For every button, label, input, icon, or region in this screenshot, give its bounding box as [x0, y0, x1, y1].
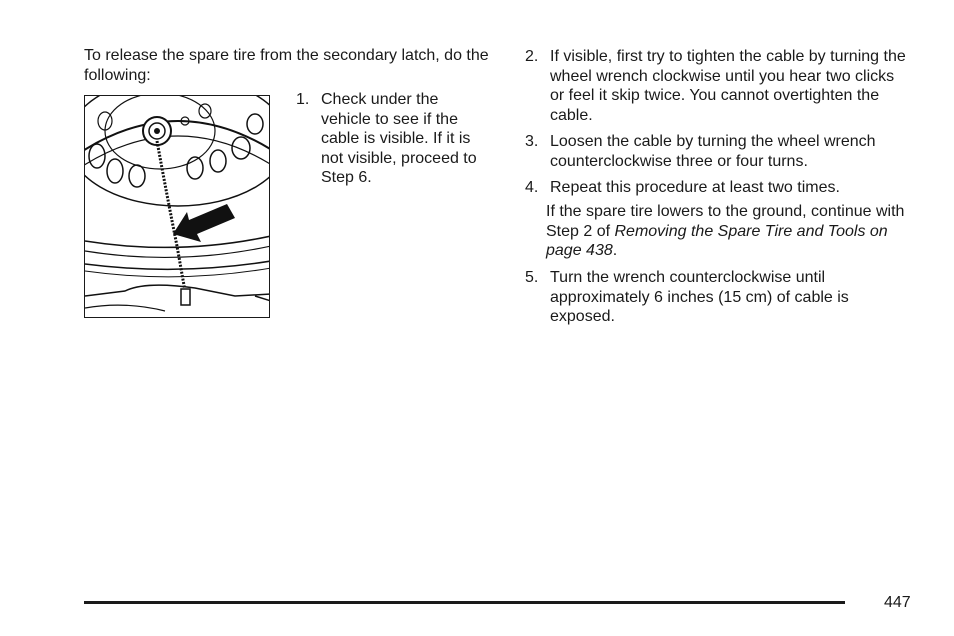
step-text: Check under the vehicle to see if the cable is visible. If it is not visible, proceed to Step 6.: [321, 91, 477, 186]
step-text: Turn the wrench counterclockwise until approximately 6 inches (15 cm) of cable is exposed.: [550, 269, 849, 325]
footer-rule: [84, 601, 845, 604]
step-text: Loosen the cable by turning the wheel wrench counterclockwise three or four turns.: [550, 133, 876, 170]
step-4-note: [546, 202, 911, 261]
note-text: If the spare tire lowers to the ground, continue with Step 2 of: [546, 203, 905, 240]
page-number: 447: [884, 594, 911, 611]
step-number: 2.: [525, 48, 539, 65]
step-2: [525, 47, 925, 125]
step-text: Repeat this procedure at least two times.: [550, 179, 840, 196]
step-number: 1.: [296, 91, 310, 108]
step-4: [525, 178, 925, 198]
note-period: .: [612, 242, 618, 259]
spare-tire-cable-illustration: [84, 95, 270, 318]
step-number: 4.: [525, 179, 539, 196]
cross-reference-link[interactable]: Removing the Spare Tire and Tools on page 438: [546, 222, 888, 259]
intro-paragraph: To release the spare tire from the secondary latch, do the following:: [84, 47, 489, 84]
step-5: [525, 268, 925, 327]
step-text: If visible, first try to tighten the cable by turning the wheel wrench clockwise until you hear two clicks or feel it skip twice. You cannot overtighten the cable.: [550, 48, 906, 124]
step-number: 3.: [525, 133, 539, 150]
step-number: 5.: [525, 269, 539, 286]
step-3: [525, 132, 925, 171]
step-1: [296, 90, 496, 188]
